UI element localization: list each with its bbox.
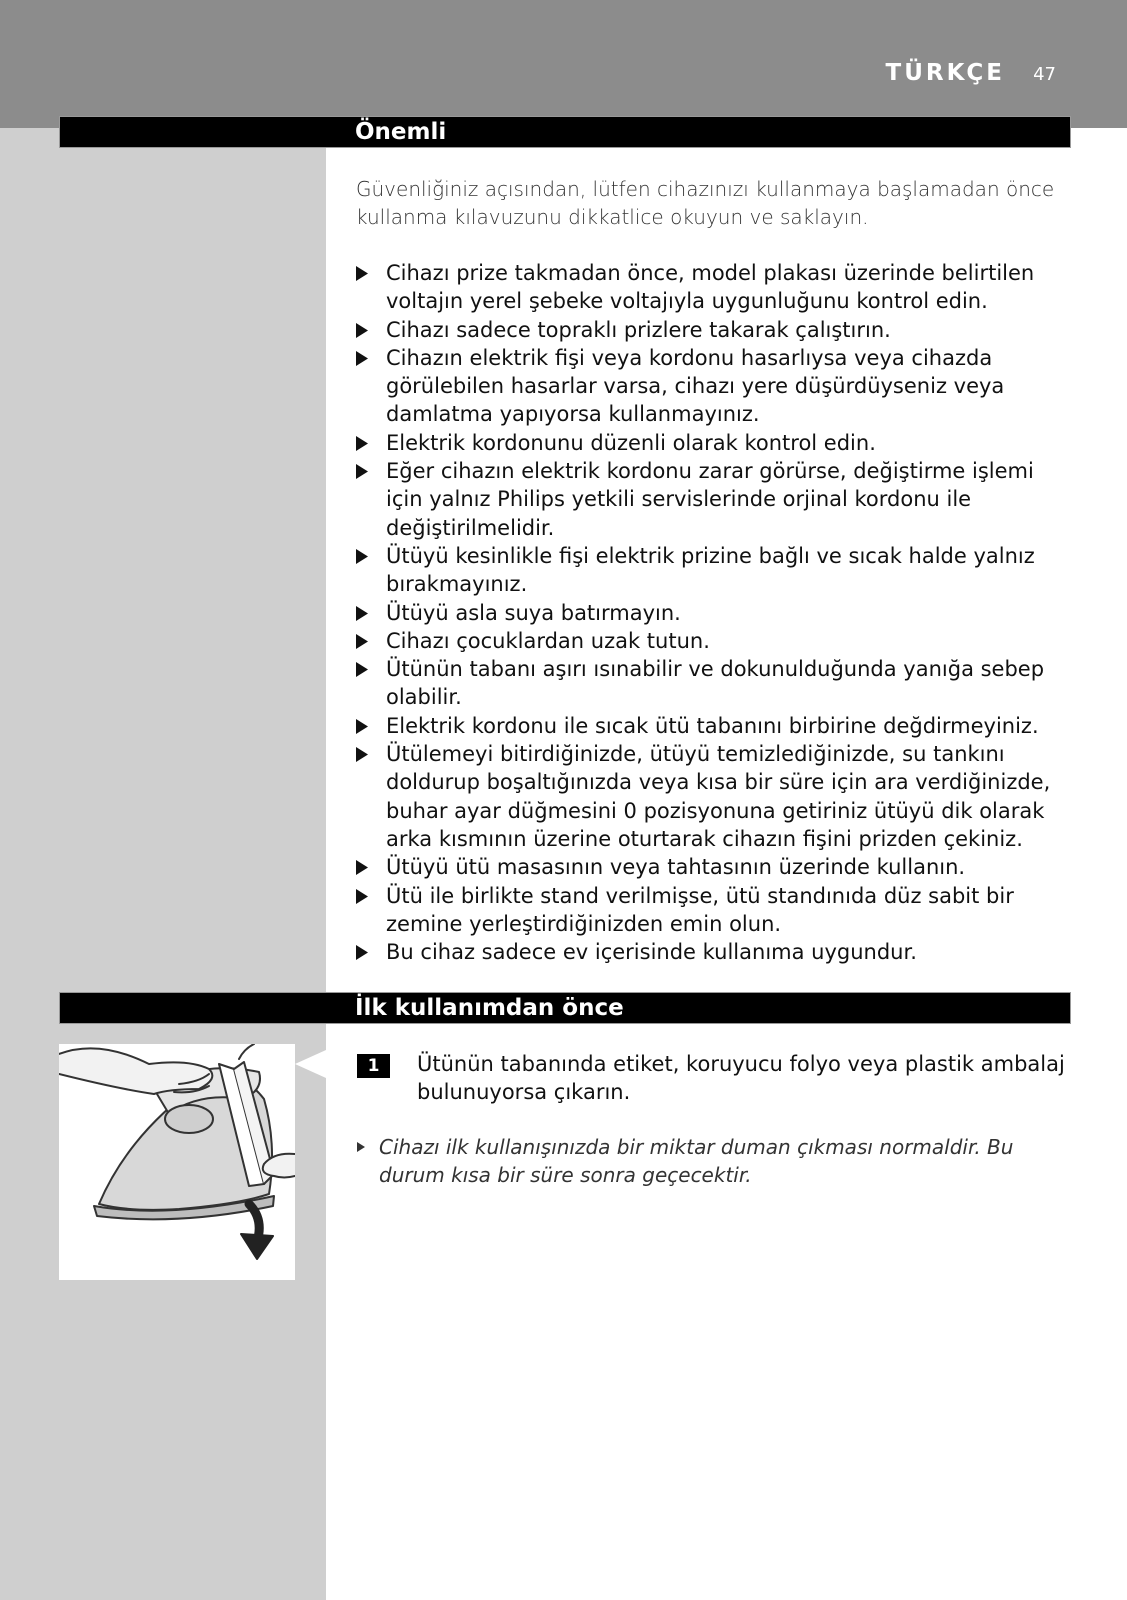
wedge-bullet-icon xyxy=(356,860,368,875)
left-margin-band xyxy=(0,128,326,1600)
wedge-bullet-icon xyxy=(356,323,368,338)
iron-drawing xyxy=(59,1044,295,1280)
safety-list-item xyxy=(356,429,1076,457)
iron-illustration xyxy=(59,1044,295,1280)
safety-list-item xyxy=(356,740,1076,853)
safety-list-item xyxy=(356,344,1076,429)
safety-list-item-text: Cihazın elektrik fişi veya kordonu hasarlıysa veya cihazda görülebilen hasarlar varsa, cihazı yere düşürdüyseniz veya damlatma yapıyorsa kullanmayınız. xyxy=(386,345,1005,427)
intro-paragraph: Güvenliğiniz açısından, lütfen cihazınızı kullanmaya başlamadan önce kullanma kılavuzunu dikkatlice okuyun ve saklayın. xyxy=(356,177,1055,229)
safety-list-item xyxy=(356,259,1076,316)
safety-list-item xyxy=(356,938,1076,966)
safety-list xyxy=(356,259,1076,966)
safety-list-item xyxy=(356,627,1076,655)
language-label: TÜRKÇE xyxy=(885,60,1005,86)
section-bar-before-first-use xyxy=(59,992,1071,1024)
illustration-pointer xyxy=(295,1050,326,1078)
safety-list-item xyxy=(356,457,1076,542)
safety-list-item-text: Cihazı prize takmadan önce, model plakası üzerinde belirtilen voltajın yerel şebeke voltajıyla uygunluğunu kontrol edin. xyxy=(386,261,1035,314)
section-bar-important xyxy=(59,116,1071,148)
safety-list-item-text: Cihazı sadece topraklı prizlere takarak çalıştırın. xyxy=(386,317,891,342)
safety-list-item-text: Cihazı çocuklardan uzak tutun. xyxy=(386,628,710,653)
wedge-bullet-icon xyxy=(356,662,368,677)
wedge-bullet-icon xyxy=(356,747,368,762)
page-number: 47 xyxy=(1033,64,1056,85)
safety-list-item-text: Ütünün tabanı aşırı ısınabilir ve dokunulduğunda yanığa sebep olabilir. xyxy=(386,657,1045,710)
safety-list-item-text: Ütü ile birlikte stand verilmişse, ütü standınıda düz sabit bir zemine yerleştirdiğinizden emin olun. xyxy=(386,883,1014,936)
safety-list-item xyxy=(356,542,1076,599)
safety-list-item-text: Ütüyü ütü masasının veya tahtasının üzerinde kullanın. xyxy=(386,855,966,880)
step-number-badge: 1 xyxy=(357,1054,390,1078)
wedge-bullet-icon xyxy=(356,889,368,904)
safety-list-item-text: Bu cihaz sadece ev içerisinde kullanıma uygundur. xyxy=(386,940,917,965)
wedge-bullet-icon xyxy=(356,351,368,366)
safety-list-item xyxy=(356,316,1076,344)
wedge-bullet-icon xyxy=(356,945,368,960)
wedge-bullet-icon xyxy=(356,266,368,281)
tip-note xyxy=(357,1133,1079,1189)
tip-note-text: Cihazı ilk kullanışınızda bir miktar duman çıkması normaldir. Bu durum kısa bir süre sonra geçecektir. xyxy=(379,1135,1014,1187)
step-text: Ütünün tabanında etiket, koruyucu folyo veya plastik ambalaj bulunuyorsa çıkarın. xyxy=(417,1052,1065,1104)
section-title-before-first-use: İlk kullanımdan önce xyxy=(355,995,624,1021)
wedge-bullet-icon xyxy=(356,719,368,734)
wedge-bullet-icon xyxy=(356,606,368,621)
safety-list-item-text: Ütüyü kesinlikle fişi elektrik prizine bağlı ve sıcak halde yalnız bırakmayınız. xyxy=(386,543,1035,597)
wedge-bullet-icon xyxy=(356,634,368,649)
wedge-bullet-icon xyxy=(356,549,368,564)
safety-list-item-text: Eğer cihazın elektrik kordonu zarar görürse, değiştirme işlemi için yalnız Philips yetkili servislerinde orjinal kordonu ile değiştirilmelidir. xyxy=(386,459,1034,540)
section-title-important: Önemli xyxy=(355,119,447,145)
safety-list-item xyxy=(356,599,1076,627)
safety-list-item-text: Elektrik kordonunu düzenli olarak kontrol edin. xyxy=(386,430,876,455)
safety-list-item-text: Ütüyü asla suya batırmayın. xyxy=(386,600,681,625)
triangle-bullet-icon xyxy=(357,1142,365,1152)
safety-list-item xyxy=(356,655,1076,712)
safety-list-item-text: Elektrik kordonu ile sıcak ütü tabanını birbirine değdirmeyiniz. xyxy=(386,713,1039,738)
safety-list-item xyxy=(356,882,1076,939)
safety-list-item xyxy=(356,853,1076,881)
safety-list-item-text: Ütülemeyi bitirdiğinizde, ütüyü temizlediğinizde, su tankını doldurup boşaltığınızda veya kısa bir süre için ara verdiğinizde, buhar ayar düğmesini 0 pozisyonuna getiriniz ütüyü dik olarak arka kısmının üzerine oturtarak cihazın fişini prizden çekiniz. xyxy=(386,742,1051,851)
wedge-bullet-icon xyxy=(356,464,368,479)
wedge-bullet-icon xyxy=(356,436,368,451)
safety-list-item xyxy=(356,712,1076,740)
